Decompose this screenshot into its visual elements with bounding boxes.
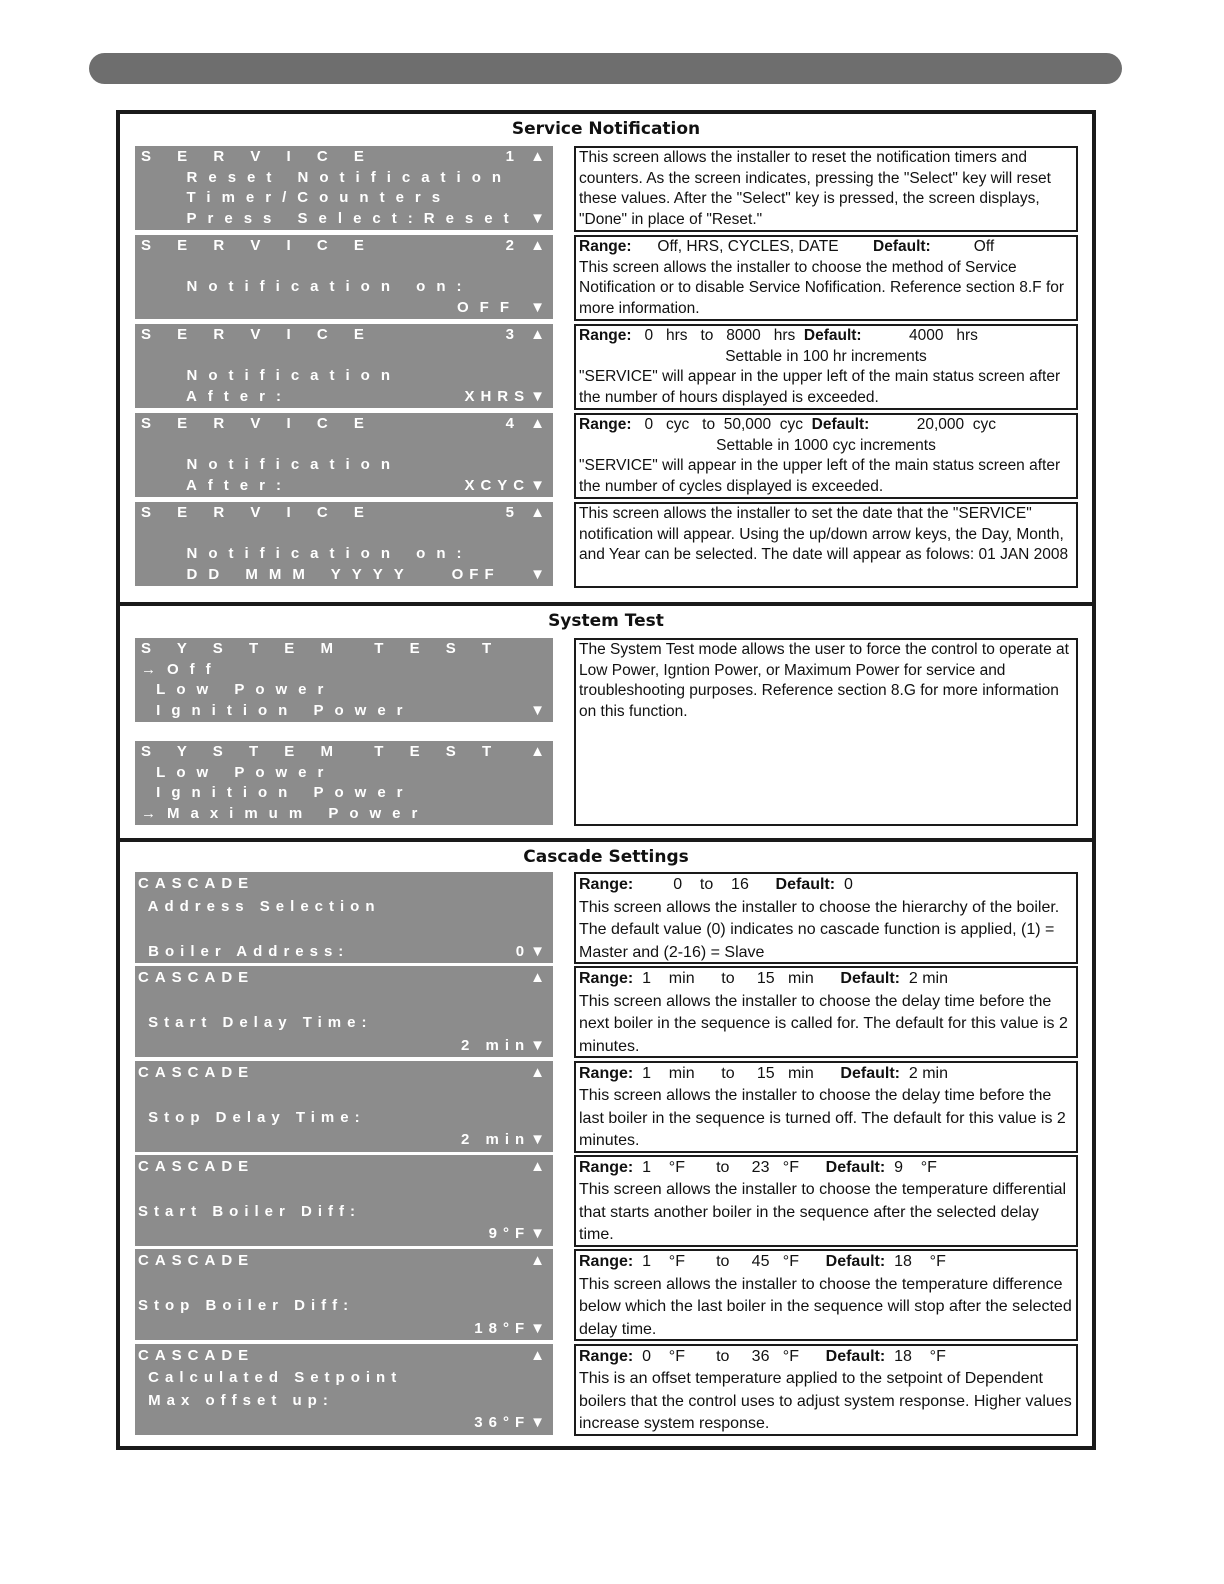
text: CASCADE (138, 1063, 255, 1081)
lcd-screen (135, 146, 553, 230)
system-test-row (135, 638, 1077, 826)
text: Default: (825, 1158, 886, 1176)
text: This is an offset temperature applied to the setpoint of Dependent boilers that the control uses to adjust system response. Higher values increase system response. (579, 1370, 1072, 1432)
cascade-row-6 (135, 1344, 1077, 1436)
text: Default: (775, 876, 836, 893)
description-box (574, 235, 1078, 321)
text: 1 min to 15 min (633, 970, 814, 988)
description-box (574, 1155, 1078, 1247)
text: This screen allows the installer to choose the delay time before the next boiler in the sequence is called for. The default for this value is 2 minutes. (579, 992, 1068, 1055)
text: Settable in 1000 cyc increments (716, 436, 936, 454)
section-title: Cascade Settings (523, 847, 689, 867)
text: 18 °F (894, 1253, 946, 1271)
text: Off, HRS, CYCLES, DATE (657, 238, 839, 255)
cascade-row-5 (135, 1249, 1077, 1341)
text: This screen allows the installer to reset the notification timers and counters. As the screen indicates, pressing the "Select" key will reset these values. After the "Select" key is pressed, the screen displays, "Done" in place of "Reset." (579, 149, 1051, 229)
section-title: System Test (548, 611, 664, 631)
service-row-3 (135, 324, 1077, 410)
text: "SERVICE" will appear in the upper left of the main status screen after the number of cycles displayed is exceeded. (579, 457, 1061, 496)
text: Default: (873, 238, 931, 255)
text: 0 (843, 876, 853, 893)
text: 2 ▲ (505, 237, 551, 254)
description-box (574, 324, 1078, 410)
text: 0 hrs to 8000 hrs (644, 327, 796, 344)
text: →Maximum Power (141, 804, 429, 822)
text: Address Selection (138, 897, 381, 915)
text: Start Boiler Diff: (138, 1202, 362, 1220)
text: Timer/Counters (186, 189, 452, 206)
lcd-screen (135, 741, 553, 825)
lcd-screen (135, 235, 553, 319)
text: Notification (186, 367, 402, 384)
text: 2 min▼ (460, 1036, 551, 1054)
text: ▼ (530, 476, 551, 494)
lcd-screen (135, 1344, 553, 1435)
cascade-row-2 (135, 966, 1077, 1058)
description-box (574, 1344, 1078, 1436)
text: Press Select:Reset (186, 209, 520, 227)
text: →Off (141, 660, 222, 678)
text: 2 min▼ (460, 1131, 551, 1149)
text: 1 ▲ (505, 148, 551, 165)
text: S E R V I C E (141, 326, 375, 343)
cascade-row-4 (135, 1155, 1077, 1247)
text: This screen allows the installer to choose the hierarchy of the boiler. The default value (0) indicates no cascade function is applied, (1) = Master and (2-16) = Slave (579, 898, 1060, 961)
text: Range: (579, 327, 632, 344)
text: S Y S T E M T E S T (141, 640, 503, 657)
text: 5 ▲ (505, 504, 551, 521)
text: CASCADE (138, 875, 255, 892)
lcd-screen (135, 1061, 553, 1152)
text: 2 min (908, 970, 948, 988)
text: CASCADE (138, 1346, 255, 1364)
text: OFF (451, 565, 500, 583)
text: ▼ (530, 387, 551, 405)
text: Notification on: (186, 278, 473, 295)
text: 20,000 cyc (916, 416, 996, 433)
text: "SERVICE" will appear in the upper left of the main status screen after the number of hours displayed is exceeded. (579, 368, 1061, 407)
text: Ignition Power (141, 784, 414, 801)
system-test-section (120, 606, 1092, 842)
text: This screen allows the installer to choose the temperature differential that starts another boiler in the sequence after the selected delay time. (579, 1181, 1067, 1244)
text: ▲ (530, 1063, 551, 1081)
text: 9 °F (894, 1158, 937, 1176)
text: Ignition Power (141, 701, 414, 719)
text: Start Delay Time: (138, 1014, 373, 1032)
description-box (574, 966, 1078, 1058)
service-notification-section (120, 114, 1092, 606)
text: Range: (579, 970, 634, 988)
text: This screen allows the installer to choose the method of Service Notification or to disable Service Nofification. Reference section 8.F for more information. (579, 258, 1065, 318)
service-row-4 (135, 413, 1077, 499)
text: This screen allows the installer to choose the delay time before the last boiler in the sequence is turned off. The default for this value is 2 minutes. (579, 1087, 1066, 1150)
lcd-screen (135, 413, 553, 497)
text: S E R V I C E (141, 148, 375, 165)
text: ▼ (530, 298, 551, 316)
text: 0 to 16 (633, 876, 749, 893)
description-box (574, 1061, 1078, 1153)
description-box (574, 146, 1078, 232)
text: ▼ (530, 209, 551, 227)
text: Default: (811, 416, 870, 433)
text: After: (185, 387, 292, 405)
text: Settable in 100 hr increments (725, 347, 927, 365)
text: This screen allows the installer to set the date that the "SERVICE" notification will appear. Using the up/down arrow keys, the Day, Month, and Year can be selected. The date will appear as folows: 01 JAN 2008 (579, 505, 1069, 564)
description-box (574, 872, 1078, 964)
text: Range: (579, 1158, 634, 1176)
lcd-screen (135, 966, 553, 1057)
text: 0 °F to 36 °F (633, 1347, 799, 1365)
text: ▼ (530, 565, 551, 583)
service-row-2 (135, 235, 1077, 321)
text: OFF (457, 298, 520, 316)
text: After: (185, 476, 292, 494)
text: Low Power (141, 763, 335, 781)
cascade-row-1 (135, 872, 1077, 964)
text: Default: (803, 327, 862, 344)
text: ▲ (530, 1157, 551, 1175)
text: Range: (579, 238, 632, 255)
text: 1 min to 15 min (633, 1064, 814, 1082)
text: Stop Delay Time: (138, 1108, 366, 1126)
header-bar (89, 53, 1122, 84)
text: S E R V I C E (141, 504, 375, 521)
description-box (574, 638, 1078, 826)
lcd-screen (135, 1155, 553, 1246)
text: 18°F▼ (474, 1319, 551, 1337)
lcd-screen (135, 502, 553, 586)
text: Range: (579, 416, 632, 433)
text: This screen allows the installer to choose the temperature difference below which the last boiler in the sequence will stop after the selected delay time. (579, 1275, 1072, 1338)
service-row-5 (135, 502, 1077, 588)
text: S Y S T E M T E S T (141, 743, 503, 760)
text: 0 cyc to 50,000 cyc (644, 416, 803, 433)
lcd-screen (135, 638, 553, 722)
cascade-section (120, 842, 1092, 1446)
text: Calculated Setpoint (138, 1369, 403, 1386)
description-box (574, 413, 1078, 499)
text: ▲ (530, 743, 551, 760)
text: ▼ (530, 701, 551, 719)
description-box (574, 502, 1078, 588)
text: 18 °F (894, 1347, 946, 1365)
text: CASCADE (138, 969, 255, 987)
text: Range: (579, 1064, 634, 1082)
text: 0▼ (515, 942, 551, 960)
text: Stop Boiler Diff: (138, 1297, 355, 1315)
settings-table (116, 110, 1096, 1450)
text: Reset Notification (186, 168, 513, 186)
text: Default: (840, 1064, 900, 1082)
service-row-1 (135, 146, 1077, 232)
text: The System Test mode allows the user to force the control to operate at Low Power, Igntion Power, or Maximum Power for service and troubleshooting purposes. Reference section 8.G for more information on this function. (579, 641, 1069, 721)
text: Range: (579, 1347, 634, 1365)
text: XCYC (464, 476, 531, 494)
text: Max offset up: (138, 1391, 334, 1409)
text: 36°F▼ (474, 1414, 551, 1431)
text: Default: (825, 1253, 886, 1271)
text: S E R V I C E (141, 415, 375, 432)
text: Off (973, 238, 995, 255)
text: 9°F▼ (488, 1225, 551, 1243)
text: Notification (186, 456, 402, 473)
text: 4 ▲ (505, 415, 551, 432)
text: Boiler Address: (138, 942, 350, 960)
text: S E R V I C E (141, 237, 375, 254)
text: 4000 hrs (908, 327, 978, 344)
lcd-screen (135, 1249, 553, 1340)
description-box (574, 1249, 1078, 1341)
lcd-screen (135, 872, 553, 963)
text: 1 °F to 23 °F (633, 1158, 799, 1176)
section-title: Service Notification (511, 119, 701, 139)
text: Default: (825, 1347, 886, 1365)
text: 2 min (908, 1064, 948, 1082)
lcd-screen (135, 324, 553, 408)
text: DD MMM YYYY (186, 565, 415, 583)
text: Low Power (141, 681, 335, 698)
text: 3 ▲ (505, 326, 551, 343)
text: XHRS (464, 387, 531, 405)
text: Range: (579, 876, 634, 893)
text: CASCADE (138, 1252, 255, 1270)
text: 1 °F to 45 °F (633, 1253, 799, 1271)
text: ▲ (530, 1346, 551, 1364)
text: ▲ (530, 969, 551, 987)
text: CASCADE (138, 1157, 255, 1175)
text: Default: (840, 970, 900, 988)
cascade-row-3 (135, 1061, 1077, 1153)
text: Notification on: (186, 545, 473, 562)
text: ▲ (530, 1252, 551, 1270)
text: Range: (579, 1253, 634, 1271)
